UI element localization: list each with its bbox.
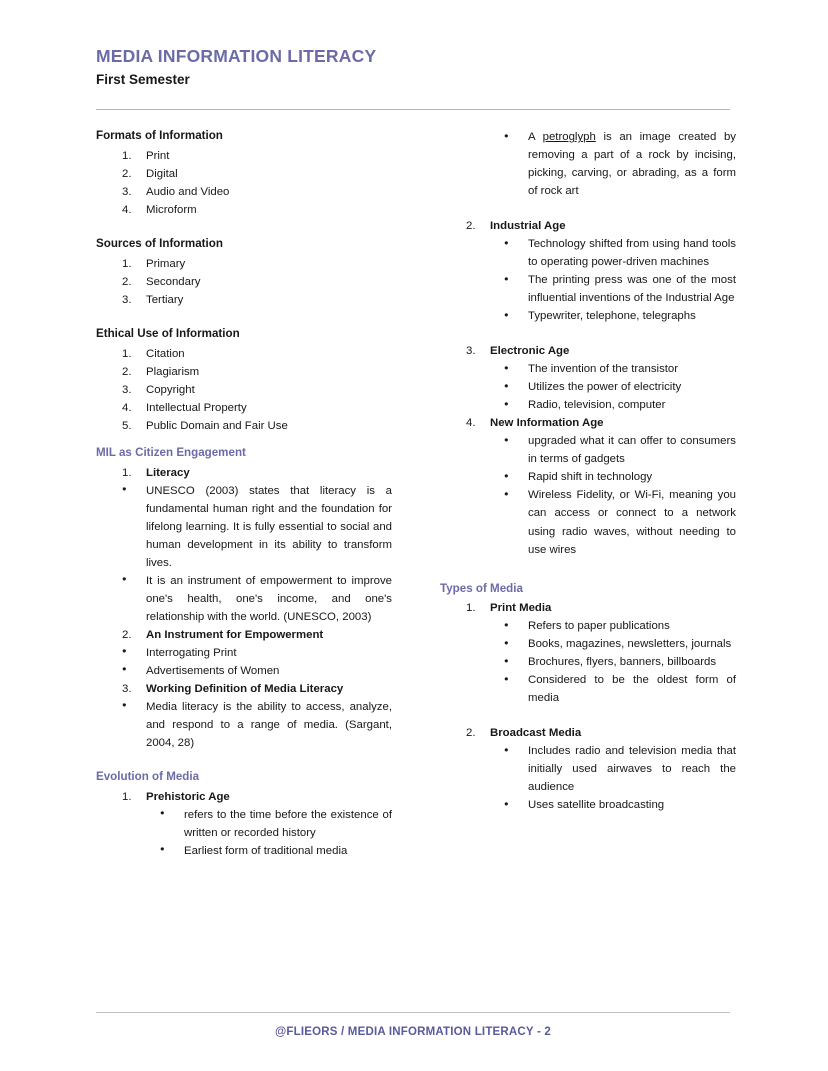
list-item xyxy=(440,235,736,271)
list-marker: 2. xyxy=(122,168,132,180)
section-heading-types-of-media: Types of Media xyxy=(440,581,523,595)
list-text: Print Media xyxy=(490,602,552,615)
list-item xyxy=(96,255,392,273)
bullet-icon xyxy=(122,698,146,752)
list-text: Considered to be the oldest form of media xyxy=(528,674,736,705)
list-text: Citation xyxy=(146,347,185,360)
list-text: refers to the time before the existence of written or recorded history xyxy=(184,808,392,839)
spacer xyxy=(440,200,736,217)
list-text: Radio, television, computer xyxy=(528,399,666,412)
footer-divider xyxy=(96,1012,730,1013)
bullet-icon xyxy=(504,742,528,796)
list-text: The invention of the transistor xyxy=(528,363,679,376)
bullet-icon xyxy=(504,671,528,707)
list-text: Advertisements of Women xyxy=(146,664,280,677)
list-item xyxy=(96,482,392,572)
list-item xyxy=(96,806,392,842)
list-item xyxy=(440,671,736,707)
petroglyph-suffix: is an image created by removing a part of a rock by incising, picking, carving, or abrading, as a form of rock art xyxy=(528,131,736,198)
bullet-icon xyxy=(504,432,528,468)
section-heading-formats: Formats of Information xyxy=(96,129,223,143)
list-text: Broadcast Media xyxy=(490,727,582,740)
page-title: MEDIA INFORMATION LITERACY xyxy=(96,46,377,66)
list-item xyxy=(440,468,736,486)
list-text: Includes radio and television media that initially used airwaves to reach the audience xyxy=(528,745,736,794)
section-heading-ethical: Ethical Use of Information xyxy=(96,326,240,340)
list-marker: 4. xyxy=(466,417,476,430)
list-item xyxy=(440,307,736,325)
list-text: Refers to paper publications xyxy=(528,620,670,633)
list-text: Working Definition of Media Literacy xyxy=(146,682,344,695)
list-text: Secondary xyxy=(146,275,201,288)
list-text: UNESCO (2003) states that literacy is a fundamental human right and the foundation for lifelong learning. It is fully essential to social and human development in its ability to transform lives. xyxy=(146,484,392,569)
list-marker: 2. xyxy=(466,220,476,233)
bullet-icon xyxy=(504,378,528,396)
list-marker: 1. xyxy=(122,790,132,803)
list-marker: 4. xyxy=(122,401,132,414)
list-marker: 3. xyxy=(122,186,132,199)
list-item xyxy=(96,363,392,381)
list-marker: 1. xyxy=(466,602,476,615)
bullet-icon xyxy=(504,360,528,378)
list-item xyxy=(96,572,392,626)
list-text: Audio and Video xyxy=(146,186,230,199)
list-item xyxy=(440,271,736,307)
spacer xyxy=(96,752,392,769)
bullet-icon xyxy=(504,396,528,414)
list-text xyxy=(528,128,736,200)
list-text: New Information Age xyxy=(490,417,604,430)
bullet-icon xyxy=(504,271,528,307)
list-item xyxy=(440,742,736,796)
list-text: Prehistoric Age xyxy=(146,790,230,803)
list-text: Literacy xyxy=(146,466,190,479)
list-item xyxy=(96,291,392,309)
bullet-icon xyxy=(504,307,528,325)
list-item xyxy=(440,796,736,814)
list-text: Wireless Fidelity, or Wi-Fi, meaning you can access or connect to a network using radio waves, without needing to use wires xyxy=(528,489,736,556)
list-item xyxy=(96,165,392,183)
list-marker: 3. xyxy=(122,293,132,306)
list-marker: 3. xyxy=(466,345,476,358)
bullet-icon xyxy=(504,128,528,200)
content-columns xyxy=(96,128,736,859)
list-item xyxy=(96,273,392,291)
list-text: Interrogating Print xyxy=(146,646,237,659)
list-item xyxy=(96,183,392,201)
spacer xyxy=(440,559,736,581)
section-heading-evolution: Evolution of Media xyxy=(96,769,200,783)
list-item xyxy=(96,399,392,417)
spacer xyxy=(440,707,736,724)
list-marker: 1. xyxy=(122,257,132,270)
bullet-icon xyxy=(122,662,146,680)
list-item xyxy=(440,635,736,653)
list-item xyxy=(440,414,736,432)
list-item xyxy=(96,626,392,644)
list-item xyxy=(440,617,736,635)
list-text: Primary xyxy=(146,257,186,270)
list-marker: 3. xyxy=(122,383,132,396)
spacer xyxy=(440,325,736,342)
list-text: Microform xyxy=(146,204,197,217)
list-item xyxy=(96,147,392,165)
list-text: Intellectual Property xyxy=(146,401,247,414)
list-text: Utilizes the power of electricity xyxy=(528,381,682,394)
list-text: Electronic Age xyxy=(490,345,570,358)
list-item xyxy=(96,680,392,698)
list-item xyxy=(440,486,736,558)
footer-text: @FLIEORS / MEDIA INFORMATION LITERACY - 2 xyxy=(274,1026,552,1038)
list-item xyxy=(440,599,736,617)
bullet-icon xyxy=(504,235,528,271)
list-text: Brochures, flyers, banners, billboards xyxy=(528,656,717,669)
list-text: Media literacy is the ability to access, analyze, and respond to a range of media. (Sargant, 2004, 28) xyxy=(146,700,392,749)
petroglyph-term: petroglyph xyxy=(542,131,596,144)
bullet-icon xyxy=(160,842,184,860)
bullet-icon xyxy=(504,617,528,635)
right-column xyxy=(440,128,736,859)
list-text: upgraded what it can offer to consumers in terms of gadgets xyxy=(528,435,736,466)
list-text: Uses satellite broadcasting xyxy=(528,799,665,812)
list-text: The printing press was one of the most influential inventions of the Industrial Age xyxy=(528,274,736,305)
spacer xyxy=(96,219,392,236)
list-marker: 2. xyxy=(122,365,132,378)
list-item xyxy=(96,662,392,680)
bullet-icon xyxy=(504,796,528,814)
section-heading-mil: MIL as Citizen Engagement xyxy=(96,445,246,459)
list-text: Public Domain and Fair Use xyxy=(146,419,288,432)
spacer xyxy=(96,435,392,445)
bullet-icon xyxy=(504,635,528,653)
section-heading-sources: Sources of Information xyxy=(96,237,223,251)
list-marker: 1. xyxy=(122,347,132,360)
list-text: Digital xyxy=(146,168,178,180)
list-item xyxy=(440,724,736,742)
list-item xyxy=(96,345,392,363)
list-item xyxy=(96,201,392,219)
list-item xyxy=(440,653,736,671)
petroglyph-prefix: A xyxy=(528,131,543,144)
list-item xyxy=(96,381,392,399)
list-text: Plagiarism xyxy=(146,365,200,378)
page-footer xyxy=(96,1012,736,1038)
list-item xyxy=(440,360,736,378)
list-item xyxy=(440,342,736,360)
list-text: Books, magazines, newsletters, journals xyxy=(528,638,732,651)
document-header xyxy=(96,46,736,88)
list-text: Tertiary xyxy=(146,293,184,306)
bullet-icon xyxy=(160,806,184,842)
list-marker: 1. xyxy=(122,466,132,479)
list-marker: 5. xyxy=(122,419,132,432)
list-text: Copyright xyxy=(146,383,195,396)
list-item xyxy=(440,396,736,414)
bullet-icon xyxy=(122,482,146,572)
list-item xyxy=(96,644,392,662)
list-marker: 4. xyxy=(122,204,132,217)
list-text: Technology shifted from using hand tools to operating power-driven machines xyxy=(528,238,736,269)
list-item xyxy=(96,417,392,435)
list-item xyxy=(440,217,736,235)
list-text: Industrial Age xyxy=(490,220,566,233)
list-marker: 2. xyxy=(122,275,132,288)
list-item xyxy=(440,128,736,200)
list-text: Rapid shift in technology xyxy=(528,471,653,484)
list-text: An Instrument for Empowerment xyxy=(146,628,324,641)
list-text: Typewriter, telephone, telegraphs xyxy=(528,310,696,323)
list-item xyxy=(440,432,736,468)
list-text: It is an instrument of empowerment to improve one's health, one's income, and one's relationship with the world. (UNESCO, 2003) xyxy=(146,574,392,623)
header-divider xyxy=(96,109,730,110)
list-item xyxy=(96,788,392,806)
page-subtitle: First Semester xyxy=(96,72,190,87)
list-item xyxy=(96,842,392,860)
list-item xyxy=(440,378,736,396)
bullet-icon xyxy=(122,572,146,626)
bullet-icon xyxy=(504,486,528,558)
list-marker: 3. xyxy=(122,682,132,695)
bullet-icon xyxy=(504,468,528,486)
list-text: Print xyxy=(146,149,170,162)
list-marker: 2. xyxy=(122,628,132,641)
list-item xyxy=(96,464,392,482)
spacer xyxy=(96,309,392,326)
left-column xyxy=(96,128,392,859)
list-marker: 1. xyxy=(122,149,132,162)
bullet-icon xyxy=(122,644,146,662)
list-item xyxy=(96,698,392,752)
bullet-icon xyxy=(504,653,528,671)
list-marker: 2. xyxy=(466,727,476,740)
list-text: Earliest form of traditional media xyxy=(184,844,348,857)
